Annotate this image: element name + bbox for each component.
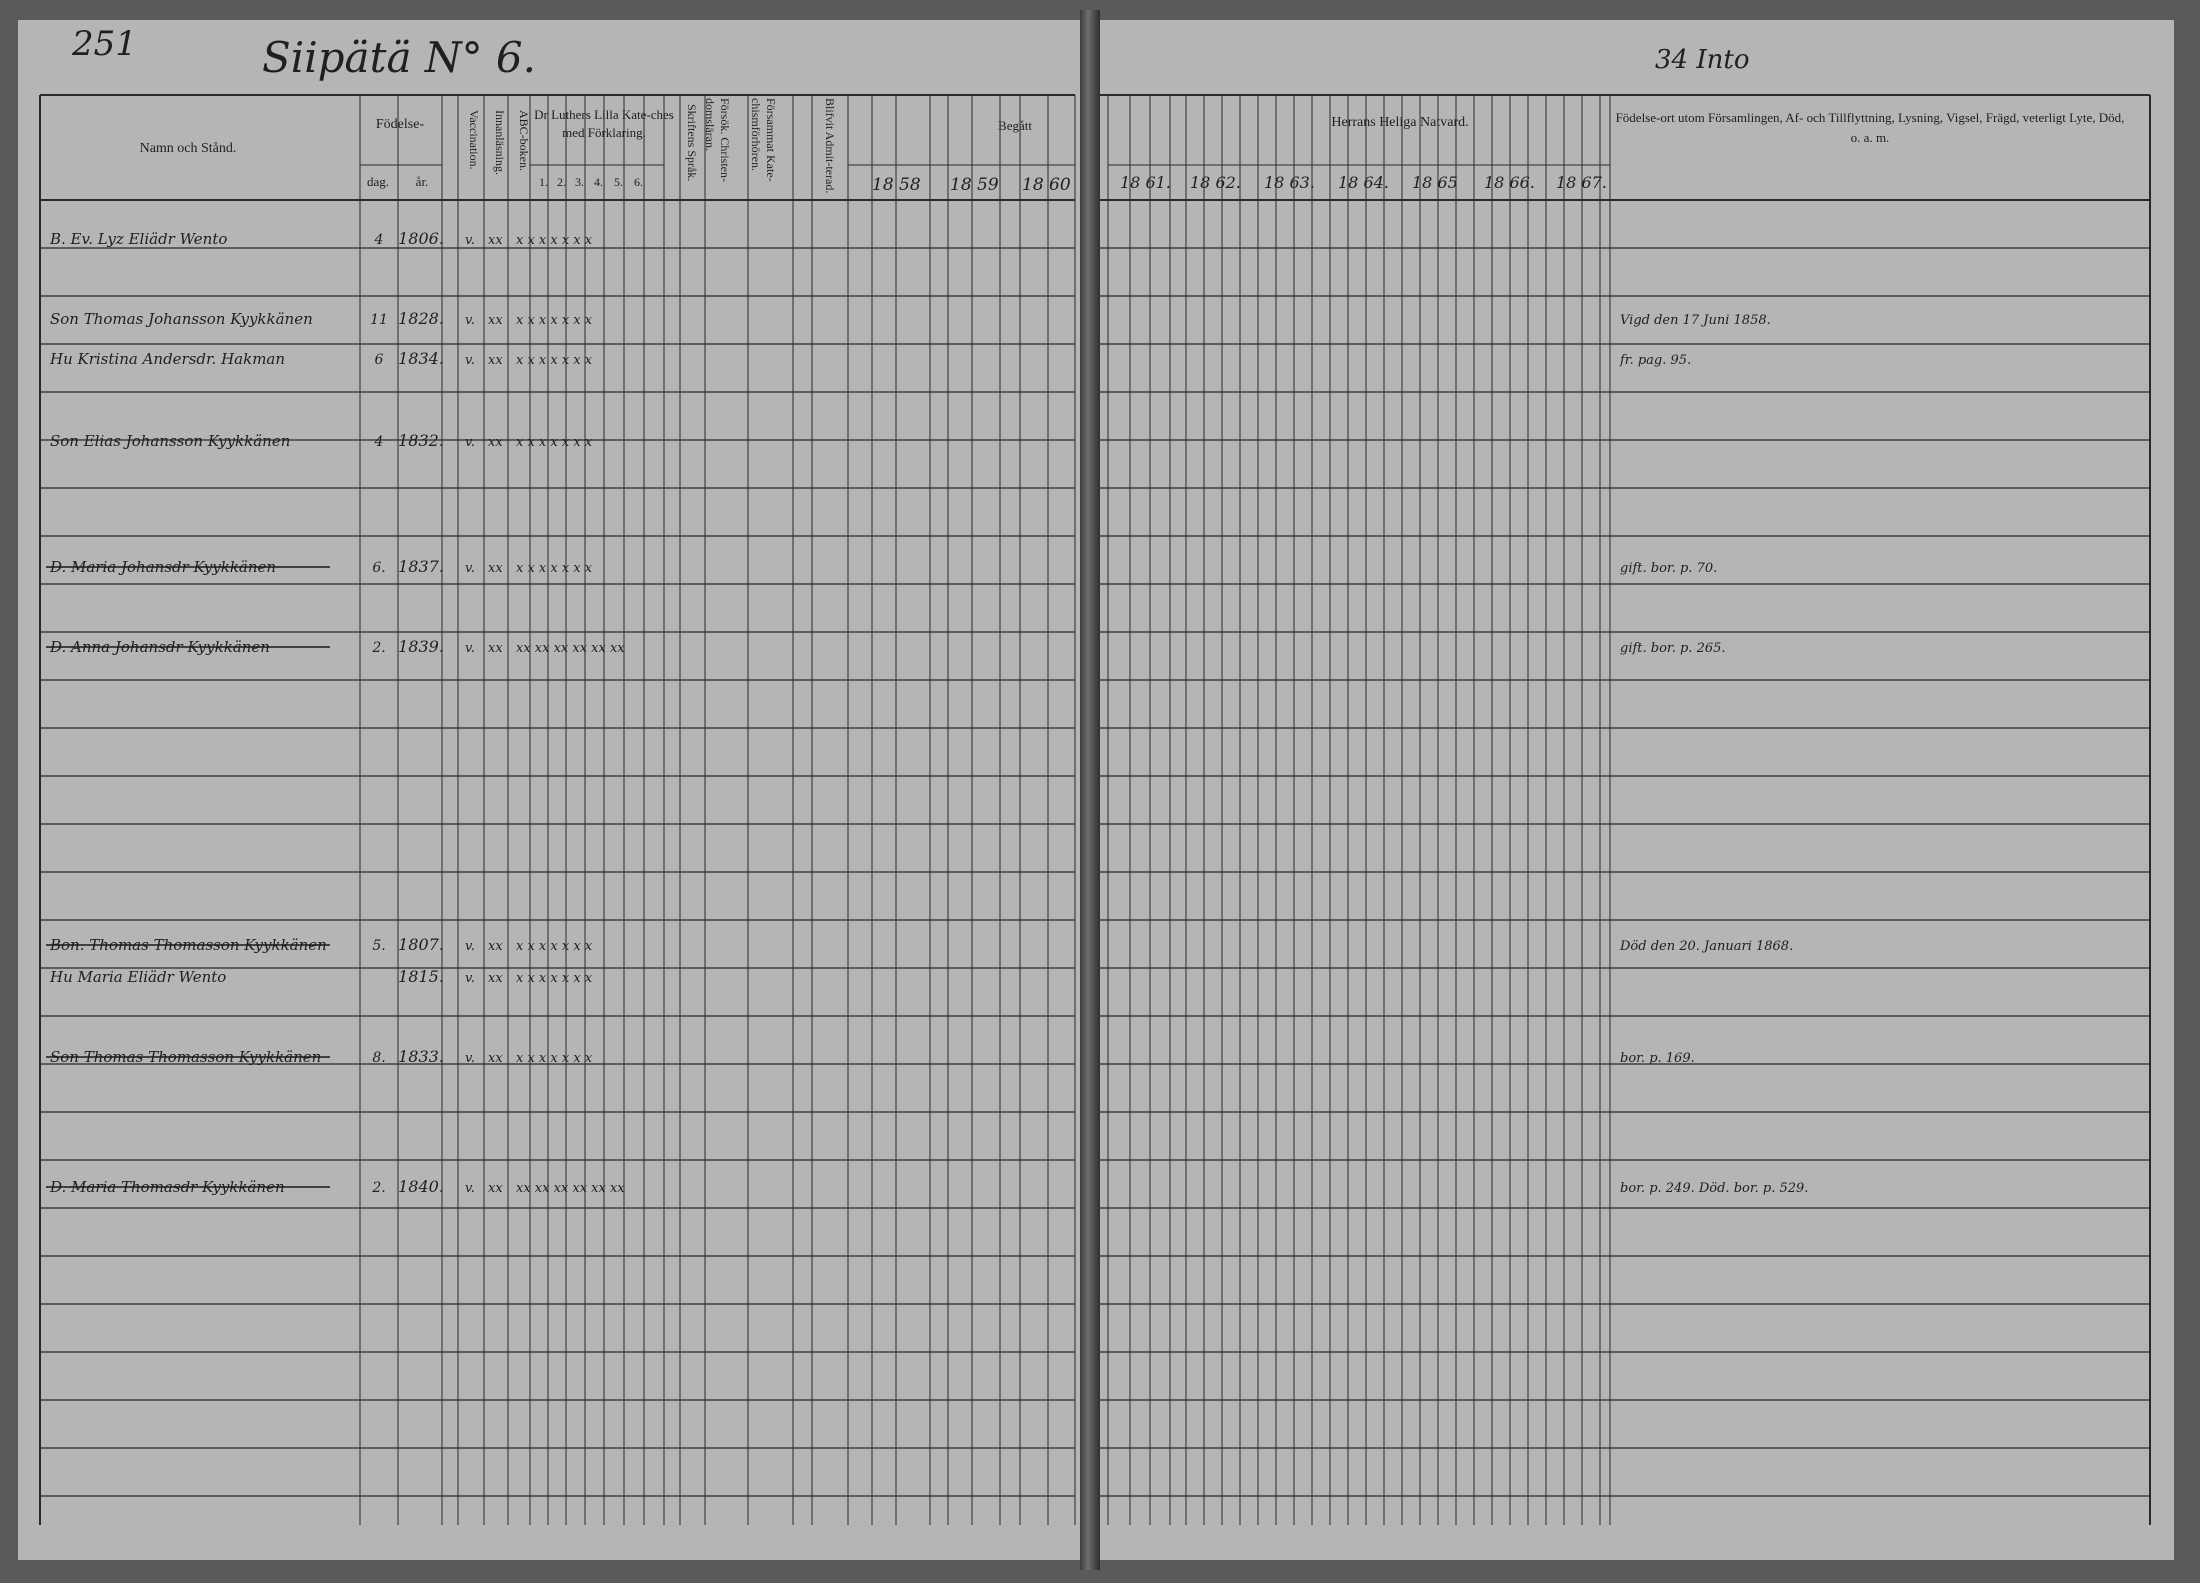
entry-name: Hu Maria Eliädr Wento bbox=[50, 968, 227, 986]
communion-year-3: 18 64. bbox=[1338, 173, 1389, 192]
entry-catechism-marks: x x x x x x x bbox=[516, 971, 593, 986]
register-entry bbox=[49, 967, 593, 986]
entry-remark: gift. bor. p. 70. bbox=[1620, 561, 1718, 576]
entry-catechism-marks: x x x x x x x bbox=[516, 233, 593, 248]
entry-birth-day: 4 bbox=[374, 434, 384, 450]
entry-vaccination: v. bbox=[465, 435, 475, 450]
entry-reading: xx bbox=[488, 313, 503, 328]
header-script-language: Skriftens Språk. bbox=[685, 104, 699, 182]
entry-catechism-marks: x x x x x x x bbox=[516, 561, 593, 576]
entry-reading: xx bbox=[488, 1051, 503, 1066]
register-entry bbox=[46, 557, 1717, 576]
register-entry bbox=[50, 309, 1771, 328]
entry-birth-year: 1806. bbox=[398, 229, 444, 248]
entry-catechism-marks: x x x x x x x bbox=[516, 313, 593, 328]
entry-name: D. Maria Johansdr Kyykkänen bbox=[50, 558, 277, 576]
entry-birth-year: 1839. bbox=[398, 637, 444, 656]
header-communion: Herrans Heliga Natvard. bbox=[1331, 115, 1469, 130]
entry-birth-day: 8. bbox=[372, 1050, 386, 1066]
entry-catechism-marks: xx xx xx xx xx xx bbox=[516, 1181, 625, 1196]
register-entry bbox=[46, 1177, 1808, 1196]
entry-name: Son Elias Johansson Kyykkänen bbox=[50, 432, 291, 450]
communion-year-1: 18 62. bbox=[1190, 173, 1241, 192]
header-parish-catechism: Försammat Kate-chismförhören. bbox=[749, 98, 778, 182]
header-day: dag. bbox=[366, 174, 390, 189]
header-admitted-wrap bbox=[822, 98, 862, 208]
entry-reading: xx bbox=[488, 353, 503, 368]
entry-birth-day: 6 bbox=[374, 352, 384, 368]
entry-vaccination: v. bbox=[465, 939, 475, 954]
header-vaccination: Vaccination. bbox=[467, 110, 481, 170]
entry-birth-year: 1828. bbox=[398, 309, 444, 328]
entry-reading: xx bbox=[488, 1181, 503, 1196]
entry-birth-day: 2. bbox=[372, 640, 386, 656]
entry-name: D. Maria Thomasdr Kyykkänen bbox=[50, 1178, 285, 1196]
entry-birth-day: 5. bbox=[372, 938, 386, 954]
register-entry bbox=[46, 1047, 1695, 1066]
header-luther-wrap bbox=[534, 106, 674, 156]
entry-birth-day: 2. bbox=[372, 1180, 386, 1196]
luther-col-5: 5. bbox=[614, 175, 623, 189]
entry-vaccination: v. bbox=[465, 353, 475, 368]
register-entry bbox=[49, 229, 593, 248]
entry-birth-day: 4 bbox=[374, 232, 384, 248]
header-abc: ABC-boken. bbox=[517, 110, 531, 171]
header-remarks: Födelse-ort utom Församlingen, Af- och Tillflyttning, Lysning, Vigsel, Frägd, veterligt Lyte, Död, o. a. m. bbox=[1615, 110, 2125, 145]
village-title: Siipätä N° 6. bbox=[262, 33, 537, 82]
entry-catechism-marks: x x x x x x x bbox=[516, 353, 593, 368]
communion-year-5: 18 66. bbox=[1484, 173, 1535, 192]
entry-birth-year: 1840. bbox=[398, 1177, 444, 1196]
entry-name: Son Thomas Johansson Kyykkänen bbox=[50, 310, 313, 328]
communion-year-2: 18 63. bbox=[1264, 173, 1315, 192]
header-attended: Begått bbox=[998, 118, 1032, 133]
communion-year-4: 18 65 bbox=[1412, 173, 1458, 192]
register-entry bbox=[49, 349, 1691, 368]
entry-vaccination: v. bbox=[465, 971, 475, 986]
header-doctrine-wrap bbox=[702, 98, 742, 208]
entry-name: D. Anna Johansdr Kyykkänen bbox=[50, 638, 270, 656]
luther-col-3: 3. bbox=[575, 175, 584, 189]
entry-remark: fr. pag. 95. bbox=[1620, 353, 1692, 368]
entry-birth-day: 11 bbox=[370, 312, 388, 328]
entry-catechism-marks: x x x x x x x bbox=[516, 435, 593, 450]
entry-birth-year: 1832. bbox=[398, 431, 444, 450]
entry-remark: bor. p. 249. Död. bor. p. 529. bbox=[1620, 1181, 1809, 1196]
entry-birth-year: 1807. bbox=[398, 935, 444, 954]
header-year: år. bbox=[415, 174, 429, 189]
entry-reading: xx bbox=[488, 233, 503, 248]
entry-remark: Vigd den 17 Juni 1858. bbox=[1620, 313, 1771, 328]
header-name: Namn och Stånd. bbox=[139, 141, 237, 156]
entry-vaccination: v. bbox=[465, 1181, 475, 1196]
entry-vaccination: v. bbox=[465, 233, 475, 248]
entry-reading: xx bbox=[488, 561, 503, 576]
entry-vaccination: v. bbox=[465, 561, 475, 576]
entry-remark: gift. bor. p. 265. bbox=[1620, 641, 1726, 656]
header-birth: Födelse- bbox=[375, 117, 425, 132]
luther-col-2: 2. bbox=[557, 175, 566, 189]
entry-reading: xx bbox=[488, 641, 503, 656]
luther-col-6: 6. bbox=[634, 175, 643, 189]
header-catechism-wrap bbox=[748, 98, 788, 208]
header-christian-doctrine: Försök. Christen-domsläran. bbox=[703, 98, 732, 182]
register-entry bbox=[46, 935, 1793, 954]
header-luther: Dr Luthers Lilla Kate-ches med Förklaring. bbox=[534, 107, 674, 140]
entry-birth-year: 1834. bbox=[398, 349, 444, 368]
communion-year-0: 18 61. bbox=[1120, 173, 1171, 192]
entry-birth-year: 1837. bbox=[398, 557, 444, 576]
header-remarks-wrap bbox=[1615, 108, 2125, 168]
entry-name: Hu Kristina Andersdr. Hakman bbox=[50, 350, 286, 368]
entry-birth-year: 1833. bbox=[398, 1047, 444, 1066]
entry-name: Bon. Thomas Thomasson Kyykkänen bbox=[50, 936, 327, 954]
entry-reading: xx bbox=[488, 971, 503, 986]
entry-catechism-marks: x x x x x x x bbox=[516, 1051, 593, 1066]
entry-catechism-marks: xx xx xx xx xx xx bbox=[516, 641, 625, 656]
page-number: 251 bbox=[72, 24, 137, 64]
entry-birth-day: 6. bbox=[372, 560, 386, 576]
entry-reading: xx bbox=[488, 435, 503, 450]
entry-remark: Död den 20. Januari 1868. bbox=[1620, 939, 1794, 954]
entry-vaccination: v. bbox=[465, 1051, 475, 1066]
communion-year-6: 18 67. bbox=[1556, 173, 1607, 192]
attended-year-1: 18 59 bbox=[950, 175, 999, 195]
entry-vaccination: v. bbox=[465, 313, 475, 328]
luther-col-1: 1. bbox=[539, 175, 548, 189]
right-page-annotation: 34 Into bbox=[1655, 45, 1750, 75]
luther-col-4: 4. bbox=[594, 175, 603, 189]
attended-year-0: 18 58 bbox=[872, 175, 921, 195]
attended-year-2: 18 60 bbox=[1022, 175, 1071, 195]
header-admitted: Blifvit Admit-terad. bbox=[823, 98, 837, 194]
entry-vaccination: v. bbox=[465, 641, 475, 656]
entry-name: Son Thomas Thomasson Kyykkänen bbox=[50, 1048, 322, 1066]
header-reading: Innanläsning. bbox=[493, 110, 507, 175]
entry-remark: bor. p. 169. bbox=[1620, 1051, 1695, 1066]
entry-reading: xx bbox=[488, 939, 503, 954]
entry-birth-year: 1815. bbox=[398, 967, 444, 986]
entry-name: B. Ev. Lyz Eliädr Wento bbox=[50, 230, 228, 248]
entry-catechism-marks: x x x x x x x bbox=[516, 939, 593, 954]
